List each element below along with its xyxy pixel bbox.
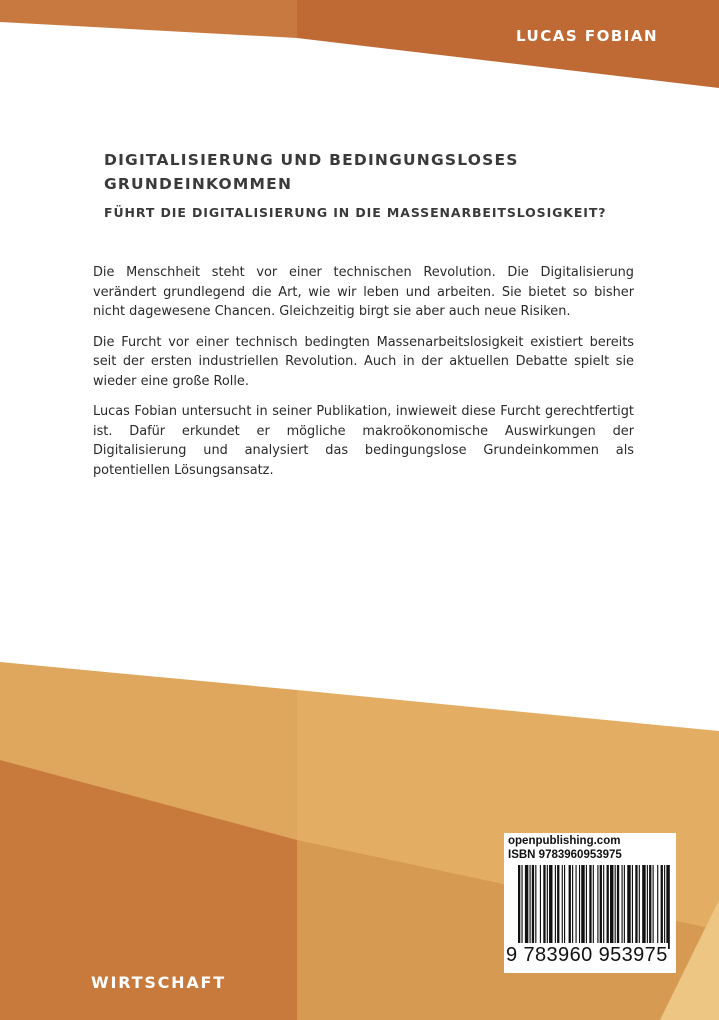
barcode-bar xyxy=(589,865,591,949)
barcode-bar xyxy=(532,865,534,949)
barcode-bar xyxy=(562,865,563,949)
barcode-bar xyxy=(642,865,645,949)
barcode-bar xyxy=(600,865,602,949)
barcode-bar xyxy=(624,865,625,949)
isbn-barcode-block xyxy=(504,833,676,973)
barcode-bar xyxy=(579,865,580,949)
barcode-bar xyxy=(549,865,552,949)
barcode-bar xyxy=(597,865,598,949)
top-band-left xyxy=(0,0,297,38)
barcode-bar xyxy=(547,865,548,949)
barcode-bar xyxy=(639,865,640,949)
author-name: LUCAS FOBIAN xyxy=(516,27,659,45)
barcode-bar xyxy=(653,865,654,949)
book-title-line-1: DIGITALISIERUNG UND BEDINGUNGSLOSES xyxy=(104,151,519,169)
barcode-bar xyxy=(557,865,559,949)
barcode-bar xyxy=(586,865,587,949)
barcode-bar xyxy=(647,865,648,949)
barcode-bar xyxy=(657,865,658,949)
barcode-bar xyxy=(666,865,669,949)
barcode-bar xyxy=(581,865,584,949)
barcode-bar xyxy=(661,865,663,949)
barcode-bar xyxy=(530,865,531,949)
barcode-bar xyxy=(572,865,573,949)
barcode-digits: 9 783960 953975 xyxy=(506,944,668,966)
book-title xyxy=(104,148,519,196)
barcode-bar xyxy=(635,865,637,949)
barcode-bar xyxy=(610,865,613,949)
barcode-bar xyxy=(603,865,604,949)
book-subtitle: FÜHRT DIE DIGITALISIERUNG IN DIE MASSENARBEITSLOSIGKEIT? xyxy=(104,205,607,220)
blurb-paragraph-2: Die Furcht vor einer technisch bedingten Massenarbeitslosigkeit existiert bereits seit der ersten industriellen Revolution. Auch in der aktuellen Debatte spielt sie wieder eine große Rolle. xyxy=(93,334,634,389)
barcode-bar xyxy=(540,865,541,949)
barcode-bar xyxy=(664,865,665,949)
isbn-label: ISBN 9783960953975 xyxy=(508,849,622,861)
barcode-bar xyxy=(627,865,630,949)
barcode-bar xyxy=(555,865,556,949)
publisher-url: openpublishing.com xyxy=(508,835,621,847)
barcode-bar xyxy=(576,865,577,949)
barcode-bar xyxy=(525,865,528,949)
blurb-paragraph-3: Lucas Fobian untersucht in seiner Publikation, inwieweit diese Furcht gerechtfertigt ist. Dafür erkundet er mögliche makroökonomische Auswirkungen der Digitalisierung und analysiert das bedingungslose Grundeinkommen als potentiellen Lösungsansatz. xyxy=(93,404,634,478)
barcode-bar xyxy=(607,865,609,949)
blurb-paragraph-1: Die Menschheit steht vor einer technischen Revolution. Die Digitalisierung verändert grundlegend die Art, wie wir leben und arbeiten. Sie bietet so bisher nicht dagewesene Chancen. Gleichzeitig birgt sie aber auch neue Risiken. xyxy=(93,265,634,319)
barcode-bar xyxy=(649,865,651,949)
barcode-bar xyxy=(569,865,571,949)
barcode-bar xyxy=(622,865,623,949)
barcode-bar xyxy=(632,865,633,949)
barcode-bar xyxy=(543,865,545,949)
blurb-text xyxy=(93,263,634,491)
book-title-line-2: GRUNDEINKOMMEN xyxy=(104,175,293,193)
barcode-bar xyxy=(564,865,565,949)
barcode-bar xyxy=(535,865,536,949)
category-label: WIRTSCHAFT xyxy=(91,973,226,992)
barcode-bar xyxy=(617,865,619,949)
barcode-bar xyxy=(615,865,616,949)
